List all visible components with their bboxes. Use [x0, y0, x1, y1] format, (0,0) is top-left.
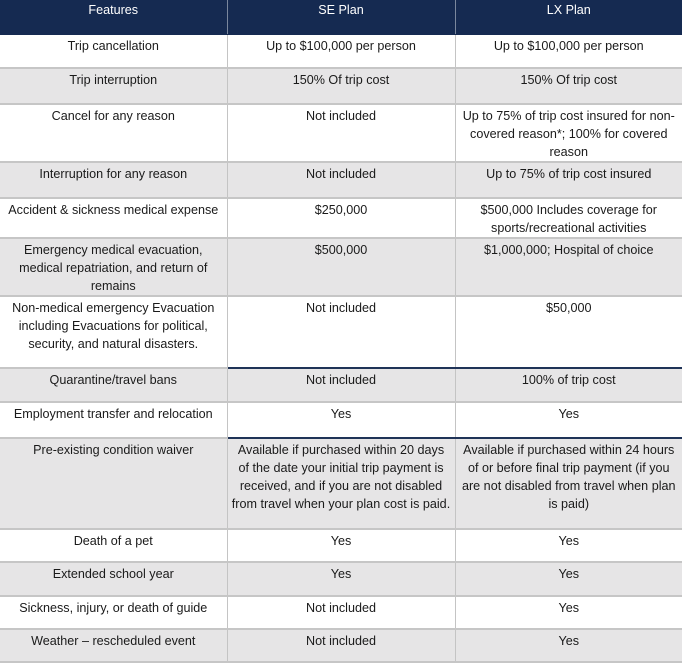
feature-cell: Death of a pet: [0, 529, 227, 562]
lx-plan-cell: Yes: [455, 629, 682, 662]
table-row: [0, 438, 682, 529]
se-plan-cell: $500,000: [227, 238, 455, 296]
feature-cell: Extended school year: [0, 562, 227, 596]
header-lx-plan: LX Plan: [455, 0, 682, 35]
feature-cell: Interruption for any reason: [0, 162, 227, 198]
se-plan-cell: Available if purchased within 20 days of the date your initial trip payment is received, and if you are not disabled from travel when your plan cost is paid.: [227, 438, 455, 529]
se-plan-cell: Up to $100,000 per person: [227, 35, 455, 68]
table-row: [0, 35, 682, 68]
se-plan-cell: 150% Of trip cost: [227, 68, 455, 104]
se-plan-cell: Not included: [227, 368, 455, 402]
feature-cell: Trip cancellation: [0, 35, 227, 68]
table-row: [0, 368, 682, 402]
feature-cell: Non-medical emergency Evacuation including Evacuations for political, security, and natural disasters.: [0, 296, 227, 368]
se-plan-cell: Yes: [227, 562, 455, 596]
se-plan-cell: Not included: [227, 162, 455, 198]
table-row: [0, 402, 682, 438]
header-se-plan: SE Plan: [227, 0, 455, 35]
lx-plan-cell: Up to $100,000 per person: [455, 35, 682, 68]
lx-plan-cell: Yes: [455, 562, 682, 596]
feature-cell: Weather – rescheduled event: [0, 629, 227, 662]
table-row: [0, 629, 682, 662]
lx-plan-cell: Yes: [455, 529, 682, 562]
table-row: [0, 238, 682, 296]
lx-plan-cell: Yes: [455, 596, 682, 629]
lx-plan-cell: Up to 75% of trip cost insured: [455, 162, 682, 198]
table-row: [0, 198, 682, 238]
table-row: [0, 596, 682, 629]
table-row: [0, 529, 682, 562]
lx-plan-cell: Up to 75% of trip cost insured for non-covered reason*; 100% for covered reason: [455, 104, 682, 162]
header-features: Features: [0, 0, 227, 35]
feature-cell: Accident & sickness medical expense: [0, 198, 227, 238]
table-row: [0, 68, 682, 104]
feature-cell: Trip interruption: [0, 68, 227, 104]
table-row: [0, 104, 682, 162]
lx-plan-cell: $1,000,000; Hospital of choice: [455, 238, 682, 296]
lx-plan-cell: $500,000 Includes coverage for sports/recreational activities: [455, 198, 682, 238]
lx-plan-cell: Available if purchased within 24 hours of or before final trip payment (if you are not disabled from travel when plan is paid): [455, 438, 682, 529]
se-plan-cell: Yes: [227, 529, 455, 562]
feature-cell: Cancel for any reason: [0, 104, 227, 162]
se-plan-cell: Yes: [227, 402, 455, 438]
se-plan-cell: Not included: [227, 596, 455, 629]
se-plan-cell: Not included: [227, 104, 455, 162]
se-plan-cell: $250,000: [227, 198, 455, 238]
feature-cell: Emergency medical evacuation, medical repatriation, and return of remains: [0, 238, 227, 296]
se-plan-cell: Not included: [227, 296, 455, 368]
feature-cell: Pre-existing condition waiver: [0, 438, 227, 529]
se-plan-cell: Not included: [227, 629, 455, 662]
lx-plan-cell: 150% Of trip cost: [455, 68, 682, 104]
table-row: [0, 162, 682, 198]
feature-cell: Quarantine/travel bans: [0, 368, 227, 402]
table-row: [0, 562, 682, 596]
lx-plan-cell: Yes: [455, 402, 682, 438]
feature-cell: Sickness, injury, or death of guide: [0, 596, 227, 629]
lx-plan-cell: $50,000: [455, 296, 682, 368]
lx-plan-cell: 100% of trip cost: [455, 368, 682, 402]
feature-cell: Employment transfer and relocation: [0, 402, 227, 438]
table-row: [0, 296, 682, 368]
header-row: [0, 0, 682, 35]
